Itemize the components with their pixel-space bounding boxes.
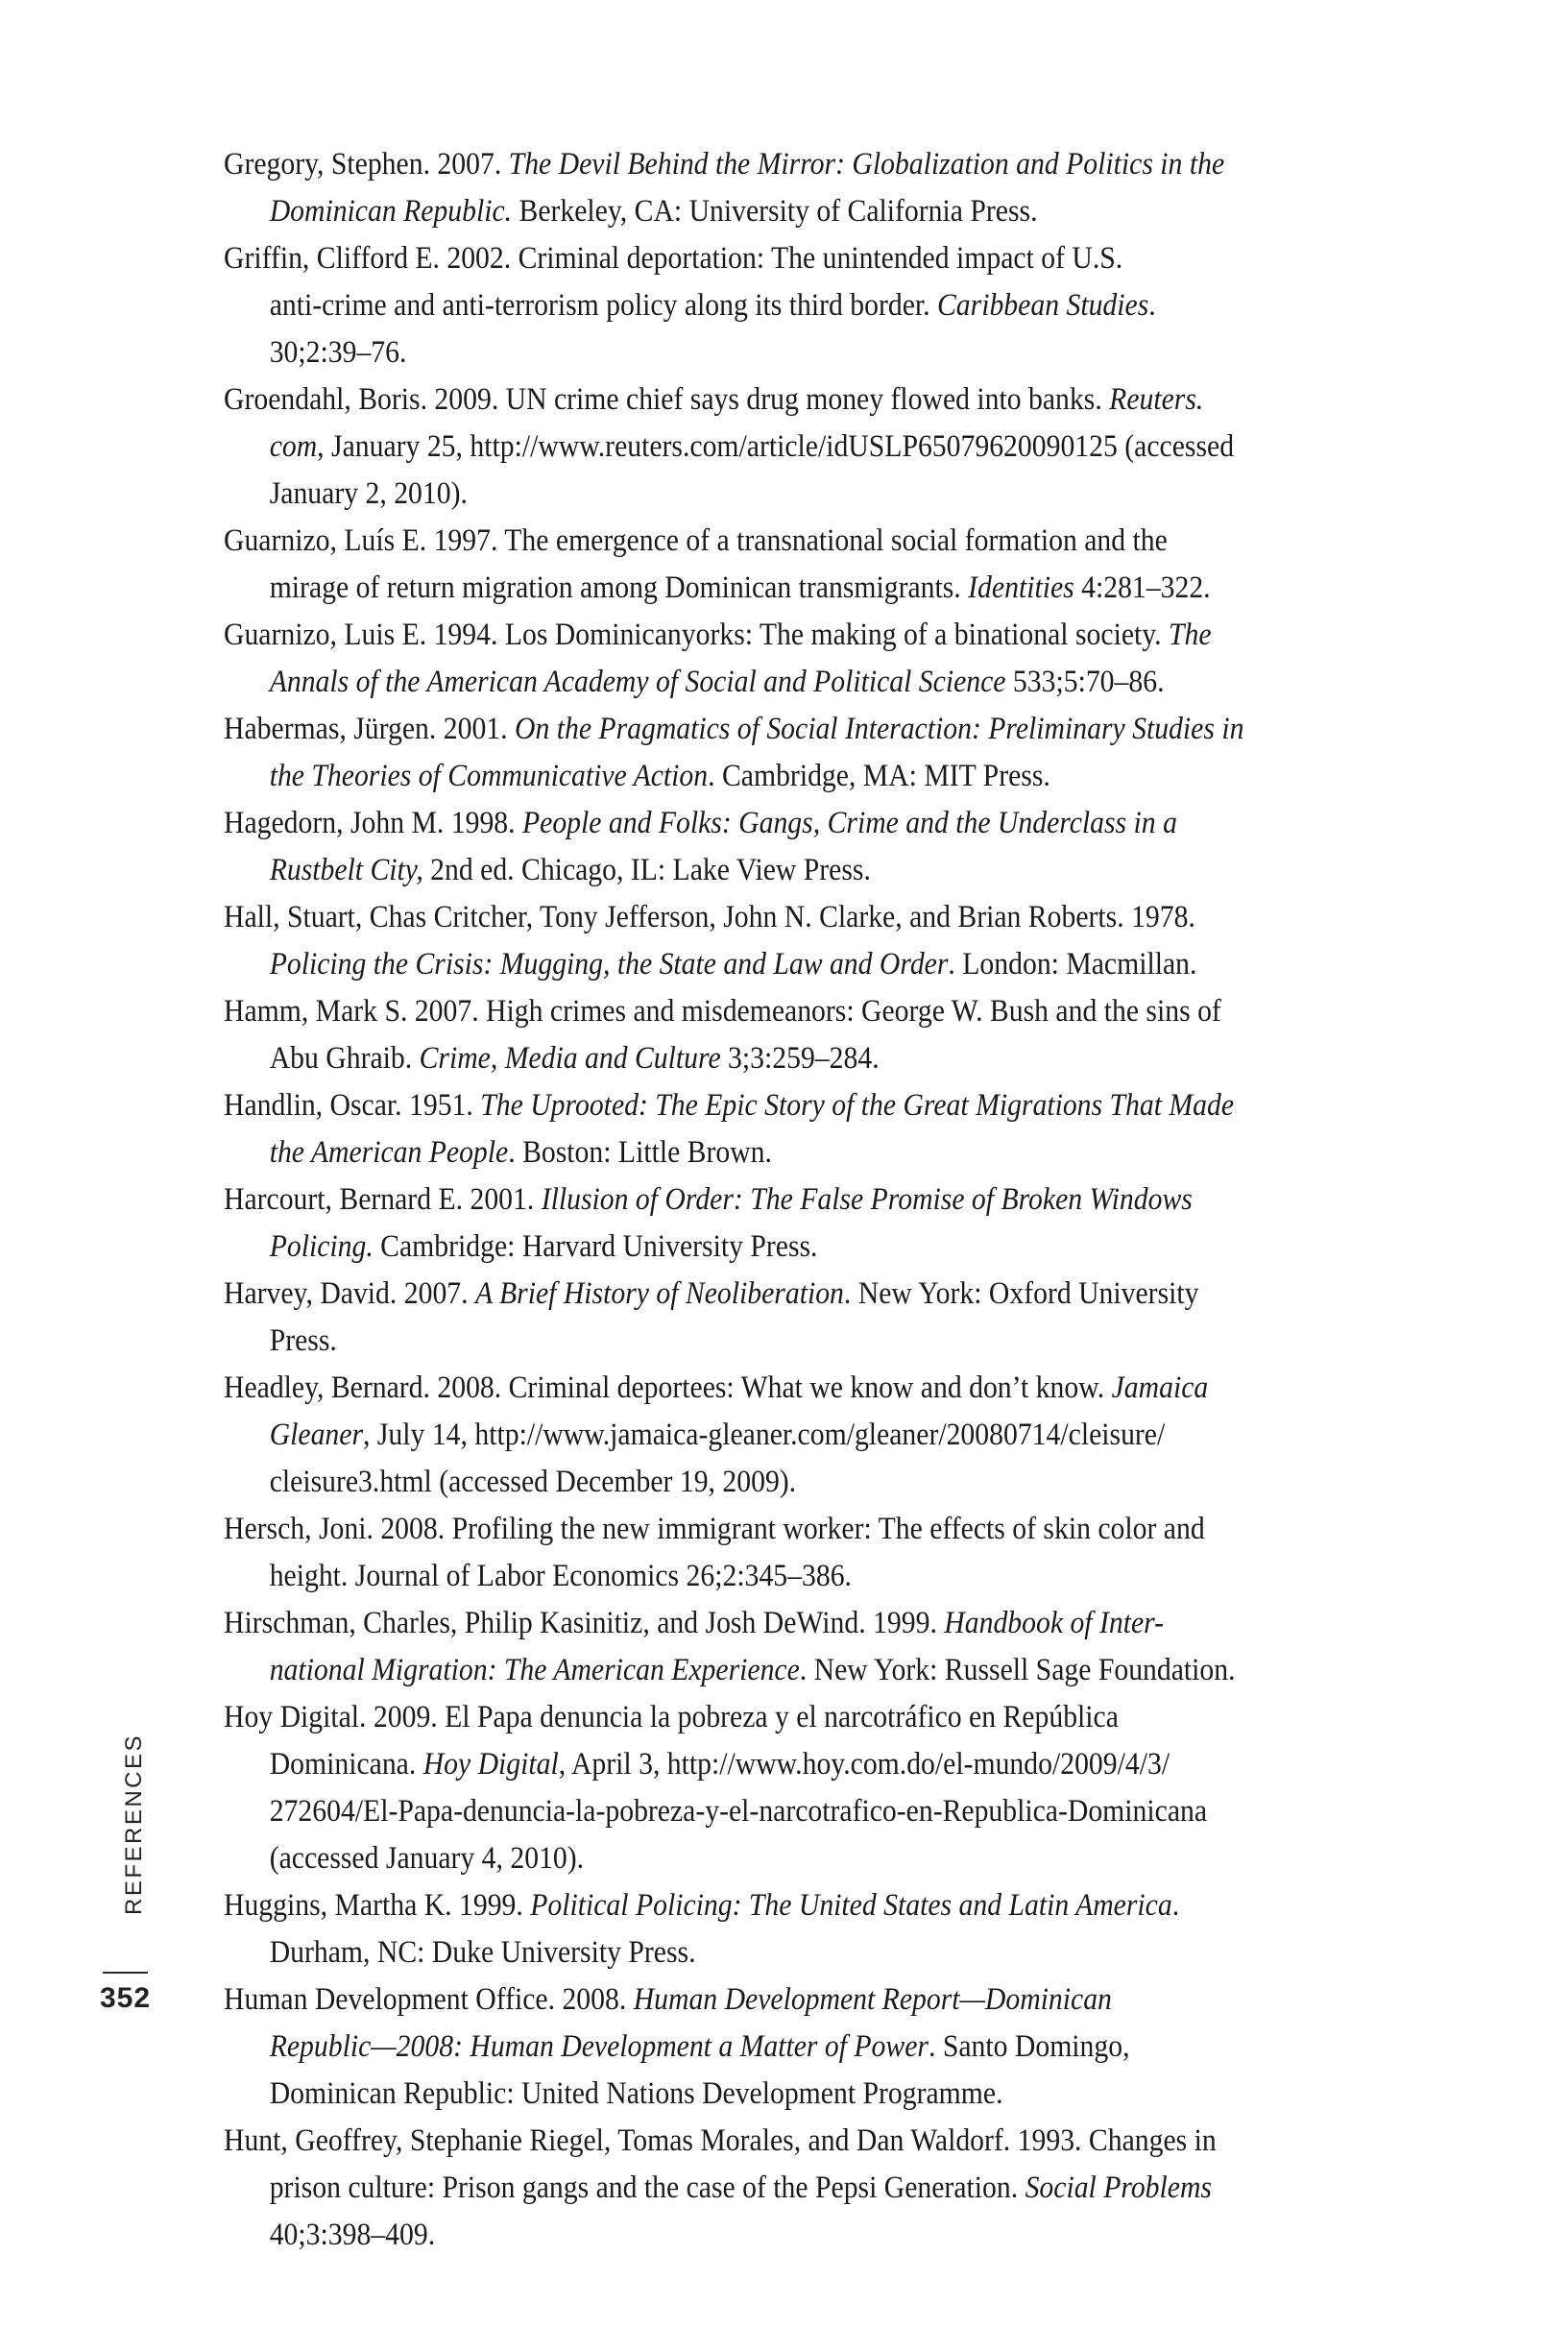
reference-title-segment: Gleaner	[269, 1418, 364, 1452]
sidebar-rule	[103, 1972, 148, 1974]
reference-text-segment: 533;5:70–86.	[1005, 665, 1165, 699]
reference-text-segment: mirage of return migration among Dominican transmigrants.	[269, 570, 969, 605]
reference-title-segment: Social Problems	[1025, 2170, 1212, 2205]
reference-text-segment: . New York: Oxford University	[843, 1276, 1199, 1311]
reference-text-segment: Cambridge: Harvard University Press.	[373, 1229, 818, 1264]
reference-line	[224, 1741, 1434, 1788]
reference-title-segment: On the Pragmatics of Social Interaction: Preliminary Studies in	[514, 712, 1244, 746]
reference-text-segment: , April 3, http://www.hoy.com.do/el-mundo/2009/4/3/	[558, 1747, 1170, 1782]
reference-title-segment: Republic—2008: Human Development a Matter of Power	[269, 2029, 929, 2064]
reference-text-segment: . Cambridge, MA: MIT Press.	[708, 759, 1050, 793]
reference-entry	[224, 706, 1434, 800]
reference-text-segment: Abu Ghraib.	[269, 1041, 420, 1076]
reference-line	[224, 1506, 1434, 1553]
reference-text-segment: anti-crime and anti-terrorism policy along its third border.	[269, 288, 937, 323]
reference-text-segment: Hirschman, Charles, Philip Kasinitiz, and Josh DeWind. 1999.	[224, 1606, 945, 1640]
reference-text-segment: Griffin, Clifford E. 2002. Criminal deportation: The unintended impact of U.S.	[224, 241, 1123, 276]
reference-text-segment: . Boston: Little Brown.	[508, 1135, 772, 1170]
reference-title-segment: national Migration: The American Experience	[269, 1653, 800, 1687]
reference-entry	[224, 2118, 1434, 2259]
reference-text-segment: Durham, NC: Duke University Press.	[269, 1935, 696, 1970]
reference-title-segment: The Uprooted: The Epic Story of the Great Migrations That Made	[480, 1088, 1235, 1123]
page-number: 352	[100, 1982, 152, 2014]
reference-title-segment: Caribbean Studies	[936, 288, 1149, 323]
reference-line	[224, 1882, 1434, 1929]
reference-entry	[224, 1271, 1434, 1365]
reference-title-segment: People and Folks: Gangs, Crime and the Underclass in a	[522, 806, 1177, 840]
reference-entry	[224, 235, 1434, 376]
reference-line	[224, 565, 1434, 612]
reference-title-segment: Human Development Report—Dominican	[633, 1982, 1112, 2017]
reference-line	[224, 1318, 1434, 1365]
reference-text-segment: . Santo Domingo,	[928, 2029, 1130, 2064]
reference-text-segment: Huggins, Martha K. 1999.	[224, 1888, 531, 1923]
reference-text-segment: , July 14, http://www.jamaica-gleaner.com/gleaner/20080714/cleisure/	[363, 1418, 1166, 1452]
reference-text-segment: Harvey, David. 2007.	[224, 1276, 476, 1311]
reference-line	[224, 2118, 1434, 2165]
reference-line	[224, 706, 1434, 753]
reference-text-segment: Dominican Republic: United Nations Development Programme.	[269, 2076, 1003, 2111]
reference-text-segment: Berkeley, CA: University of California Press.	[512, 194, 1038, 229]
reference-line	[224, 141, 1434, 188]
reference-text-segment: 272604/El-Papa-denuncia-la-pobreza-y-el-narcotrafico-en-Republica-Dominicana	[269, 1794, 1208, 1829]
reference-title-segment: Annals of the American Academy of Social and Political Science	[269, 665, 1006, 699]
reference-title-segment: com	[269, 429, 318, 464]
reference-text-segment: Headley, Bernard. 2008. Criminal deportees: What we know and don’t know.	[224, 1370, 1112, 1405]
reference-title-segment: Hoy Digital	[422, 1747, 559, 1782]
reference-title-segment: Handbook of Inter-	[944, 1606, 1165, 1640]
reference-line	[224, 1459, 1434, 1506]
reference-entry	[224, 894, 1434, 988]
reference-entry	[224, 800, 1434, 894]
reference-line	[224, 329, 1434, 376]
reference-line	[224, 471, 1434, 518]
reference-entry	[224, 988, 1434, 1082]
reference-text-segment: 40;3:398–409.	[269, 2218, 436, 2252]
reference-text-segment: Press.	[269, 1323, 337, 1358]
reference-line	[224, 1976, 1434, 2024]
reference-text-segment: (accessed January 4, 2010).	[269, 1841, 585, 1876]
reference-text-segment: Human Development Office. 2008.	[224, 1982, 634, 2017]
reference-line	[224, 1365, 1434, 1412]
reference-text-segment: Handlin, Oscar. 1951.	[224, 1088, 481, 1123]
reference-line	[224, 612, 1434, 659]
reference-line	[224, 1224, 1434, 1271]
reference-title-segment: Political Policing: The United States and Latin America	[530, 1888, 1172, 1923]
reference-entry	[224, 1506, 1434, 1600]
reference-text-segment: height. Journal of Labor Economics 26;2:345–386.	[269, 1559, 852, 1593]
reference-text-segment: Hagedorn, John M. 1998.	[224, 806, 523, 840]
reference-line	[224, 2165, 1434, 2212]
reference-line	[224, 376, 1434, 424]
reference-line	[224, 1929, 1434, 1976]
reference-line	[224, 1647, 1434, 1694]
reference-line	[224, 1412, 1434, 1459]
reference-text-segment: January 2, 2010).	[269, 476, 468, 511]
reference-line	[224, 659, 1434, 706]
reference-entry	[224, 1082, 1434, 1176]
reference-entry	[224, 1365, 1434, 1506]
reference-line	[224, 753, 1434, 800]
reference-line	[224, 1082, 1434, 1129]
reference-text-segment: .	[1171, 1888, 1180, 1923]
reference-text-segment: .	[1148, 288, 1156, 323]
reference-line	[224, 1271, 1434, 1318]
reference-text-segment: 2nd ed. Chicago, IL: Lake View Press.	[422, 853, 871, 887]
reference-line	[224, 1553, 1434, 1600]
reference-text-segment: Dominicana.	[269, 1747, 423, 1782]
reference-text-segment: Guarnizo, Luís E. 1997. The emergence of a transnational social formation and the	[224, 523, 1168, 558]
reference-line	[224, 1600, 1434, 1647]
reference-text-segment: , January 25, http://www.reuters.com/article/idUSLP65079620090125 (accessed	[317, 429, 1235, 464]
reference-line	[224, 988, 1434, 1035]
reference-line	[224, 1835, 1434, 1882]
reference-text-segment: Groendahl, Boris. 2009. UN crime chief says drug money flowed into banks.	[224, 382, 1110, 417]
reference-text-segment: Guarnizo, Luis E. 1994. Los Dominicanyorks: The making of a binational society.	[224, 618, 1170, 652]
reference-text-segment: . London: Macmillan.	[948, 947, 1197, 982]
reference-text-segment: Hunt, Geoffrey, Stephanie Riegel, Tomas Morales, and Dan Waldorf. 1993. Changes in	[224, 2123, 1217, 2158]
reference-entry	[224, 1176, 1434, 1271]
reference-text-segment: 30;2:39–76.	[269, 335, 407, 370]
reference-text-segment: Hamm, Mark S. 2007. High crimes and misdemeanors: George W. Bush and the sins of	[224, 994, 1221, 1029]
reference-text-segment: cleisure3.html (accessed December 19, 2009).	[269, 1465, 797, 1499]
reference-text-segment: Habermas, Jürgen. 2001.	[224, 712, 515, 746]
reference-line	[224, 2024, 1434, 2071]
reference-title-segment: Illusion of Order: The False Promise of Broken Windows	[541, 1182, 1193, 1217]
reference-line	[224, 1035, 1434, 1082]
reference-text-segment: prison culture: Prison gangs and the case of the Pepsi Generation.	[269, 2170, 1025, 2205]
reference-entry	[224, 612, 1434, 706]
reference-title-segment: The Devil Behind the Mirror: Globalization and Politics in the	[508, 147, 1225, 182]
reference-title-segment: Dominican Republic.	[269, 194, 513, 229]
reference-line	[224, 894, 1434, 941]
reference-title-segment: A Brief History of Neoliberation	[475, 1276, 844, 1311]
reference-title-segment: Crime, Media and Culture	[419, 1041, 721, 1076]
reference-text-segment: 4:281–322.	[1073, 570, 1211, 605]
reference-line	[224, 424, 1434, 471]
reference-entry	[224, 376, 1434, 518]
reference-line	[224, 235, 1434, 282]
reference-entry	[224, 1882, 1434, 1976]
reference-text-segment: Harcourt, Bernard E. 2001.	[224, 1182, 542, 1217]
reference-title-segment: Reuters.	[1109, 382, 1204, 417]
reference-entry	[224, 518, 1434, 612]
sidebar-section-label: REFERENCES	[121, 1733, 147, 1915]
reference-line	[224, 188, 1434, 235]
reference-title-segment: Jamaica	[1111, 1370, 1209, 1405]
reference-line	[224, 518, 1434, 565]
reference-title-segment: Identities	[968, 570, 1074, 605]
reference-text-segment: Hall, Stuart, Chas Critcher, Tony Jefferson, John N. Clarke, and Brian Roberts. 1978.	[224, 900, 1195, 934]
reference-line	[224, 1129, 1434, 1176]
reference-text-segment: 3;3:259–284.	[720, 1041, 880, 1076]
references-list	[224, 141, 1434, 2259]
reference-entry	[224, 1694, 1434, 1882]
reference-text-segment: Gregory, Stephen. 2007.	[224, 147, 509, 182]
reference-entry	[224, 1976, 1434, 2118]
reference-line	[224, 282, 1434, 329]
reference-line	[224, 847, 1434, 894]
reference-line	[224, 1176, 1434, 1224]
reference-line	[224, 2212, 1434, 2259]
reference-line	[224, 1694, 1434, 1741]
reference-title-segment: the Theories of Communicative Action	[269, 759, 709, 793]
reference-text-segment: Hersch, Joni. 2008. Profiling the new immigrant worker: The effects of skin color and	[224, 1512, 1205, 1546]
reference-entry	[224, 1600, 1434, 1694]
reference-title-segment: Policing.	[269, 1229, 374, 1264]
reference-line	[224, 800, 1434, 847]
reference-line	[224, 941, 1434, 988]
reference-title-segment: the American People	[269, 1135, 509, 1170]
reference-line	[224, 2071, 1434, 2118]
reference-entry	[224, 141, 1434, 235]
reference-title-segment: Rustbelt City,	[269, 853, 423, 887]
reference-title-segment: Policing the Crisis: Mugging, the State and Law and Order	[269, 947, 949, 982]
reference-text-segment: Hoy Digital. 2009. El Papa denuncia la pobreza y el narcotráfico en República	[224, 1700, 1119, 1734]
reference-line	[224, 1788, 1434, 1835]
reference-title-segment: The	[1169, 618, 1212, 652]
reference-text-segment: . New York: Russell Sage Foundation.	[799, 1653, 1236, 1687]
